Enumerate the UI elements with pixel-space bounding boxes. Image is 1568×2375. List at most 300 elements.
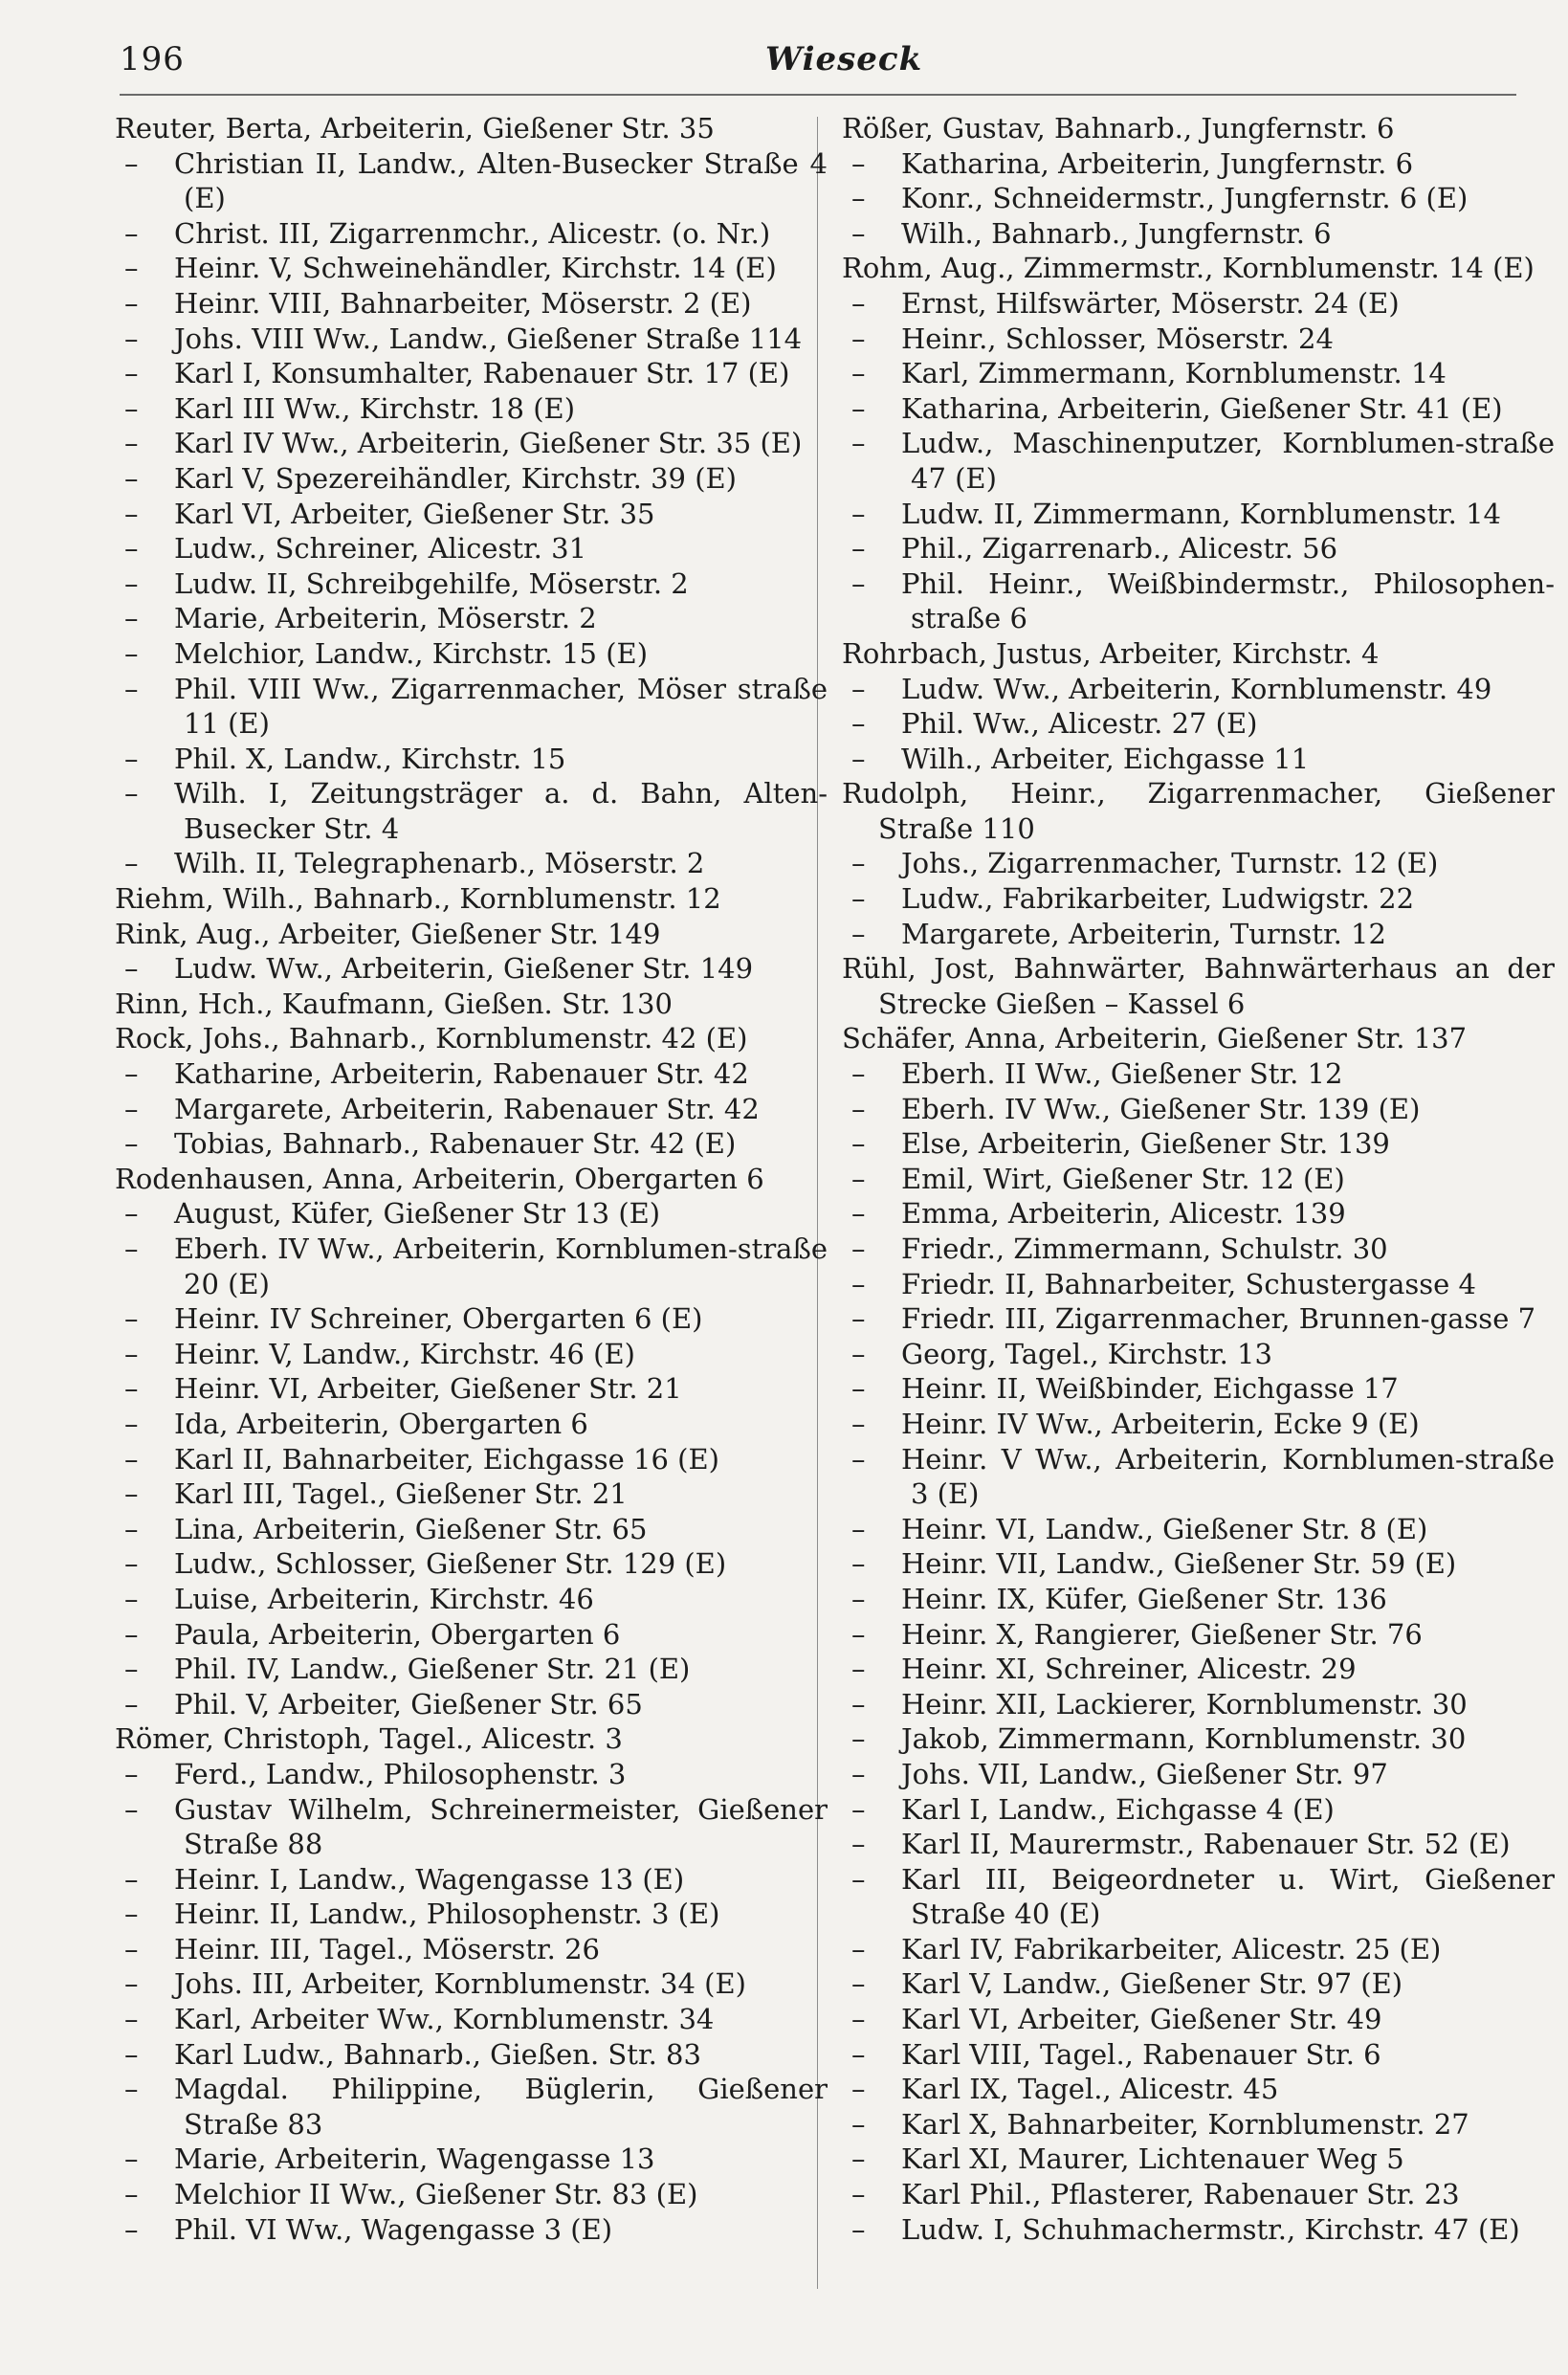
entry-text: Karl II, Bahnarbeiter, Eichgasse 16 (E): [174, 1442, 719, 1476]
entry-text: Margarete, Arbeiterin, Turnstr. 12: [901, 917, 1386, 950]
entry-text: Katharina, Arbeiterin, Jungfernstr. 6: [901, 146, 1414, 180]
entry-text: Margarete, Arbeiterin, Rabenauer Str. 42: [174, 1092, 760, 1125]
directory-entry: [115, 917, 828, 952]
entry-text: Wilh., Bahnarb., Jungfernstr. 6: [901, 216, 1332, 250]
repeat-dash: –: [851, 1337, 866, 1370]
repeat-dash: –: [124, 1653, 139, 1686]
directory-subentry: [115, 1407, 828, 1442]
directory-subentry: [842, 672, 1555, 707]
repeat-dash: –: [124, 427, 139, 460]
entry-text: Heinr. III, Tagel., Möserstr. 26: [174, 1932, 600, 1965]
directory-subentry: [115, 1232, 828, 1301]
directory-subentry: [115, 531, 828, 566]
directory-subentry: [842, 846, 1555, 881]
entry-text: Karl, Zimmermann, Kornblumenstr. 14: [901, 357, 1447, 390]
entry-text: Ludw., Schlosser, Gießener Str. 129 (E): [174, 1547, 727, 1581]
repeat-dash: –: [124, 2003, 139, 2036]
directory-subentry: [842, 566, 1555, 636]
directory-entry: [115, 1162, 828, 1197]
entry-text: Heinr. VII, Landw., Gießener Str. 59 (E): [901, 1547, 1457, 1581]
directory-subentry: [115, 2072, 828, 2142]
directory-subentry: [115, 1476, 828, 1512]
entry-text: Karl I, Konsumhalter, Rabenauer Str. 17 (E): [174, 357, 790, 390]
directory-subentry: [115, 1792, 828, 1862]
entry-text: Heinr. II, Weißbinder, Eichgasse 17: [901, 1372, 1399, 1406]
entry-text: Karl Ludw., Bahnarb., Gießen. Str. 83: [174, 2037, 701, 2071]
entry-text: Christian II, Landw., Alten-Busecker Straße 4 (E): [174, 146, 828, 215]
repeat-dash: –: [124, 532, 139, 566]
repeat-dash: –: [124, 1197, 139, 1231]
repeat-dash: –: [851, 182, 866, 215]
directory-subentry: [842, 216, 1555, 252]
repeat-dash: –: [851, 1442, 866, 1476]
entry-text: Johs., Zigarrenmacher, Turnstr. 12 (E): [901, 847, 1439, 880]
entry-text: Emil, Wirt, Gießener Str. 12 (E): [901, 1162, 1345, 1195]
directory-subentry: [842, 1126, 1555, 1162]
entry-text: Karl II, Maurermstr., Rabenauer Str. 52 (E): [901, 1828, 1511, 1861]
repeat-dash: –: [124, 1372, 139, 1406]
directory-subentry: [842, 2072, 1555, 2107]
entry-text: Ludw., Maschinenputzer, Kornblumen-straße 47 (E): [901, 427, 1555, 495]
repeat-dash: –: [851, 1757, 866, 1790]
repeat-dash: –: [851, 1512, 866, 1545]
repeat-dash: –: [124, 1967, 139, 2001]
repeat-dash: –: [124, 1407, 139, 1440]
entry-text: Phil. Ww., Alicestr. 27 (E): [901, 707, 1258, 741]
repeat-dash: –: [851, 1653, 866, 1686]
entry-text: Paula, Arbeiterin, Obergarten 6: [174, 1617, 621, 1651]
entry-text: Marie, Arbeiterin, Wagengasse 13: [174, 2142, 655, 2176]
repeat-dash: –: [124, 2037, 139, 2071]
repeat-dash: –: [851, 2178, 866, 2211]
directory-subentry: [842, 1617, 1555, 1653]
directory-subentry: [842, 1337, 1555, 1372]
entry-text: Phil. Heinr., Weißbindermstr., Philosophen-straße 6: [901, 566, 1555, 635]
repeat-dash: –: [124, 777, 139, 810]
entry-text: Karl, Arbeiter Ww., Kornblumenstr. 34: [174, 2003, 715, 2036]
entry-text: Rinn, Hch., Kaufmann, Gießen. Str. 130: [115, 987, 673, 1020]
directory-subentry: [842, 1792, 1555, 1828]
entry-text: August, Küfer, Gießener Str 13 (E): [174, 1197, 661, 1231]
entry-text: Katharine, Arbeiterin, Rabenauer Str. 42: [174, 1057, 749, 1091]
repeat-dash: –: [851, 566, 866, 600]
entry-text: Heinr. V Ww., Arbeiterin, Kornblumen-straße 3 (E): [901, 1442, 1555, 1511]
entry-text: Karl V, Spezereihändler, Kirchstr. 39 (E): [174, 461, 738, 495]
directory-subentry: [842, 391, 1555, 427]
entry-text: Karl X, Bahnarbeiter, Kornblumenstr. 27: [901, 2107, 1469, 2141]
repeat-dash: –: [124, 847, 139, 880]
directory-entry: [842, 636, 1555, 672]
entry-text: Phil. IV, Landw., Gießener Str. 21 (E): [174, 1653, 691, 1686]
repeat-dash: –: [851, 391, 866, 425]
repeat-dash: –: [851, 882, 866, 916]
entry-text: Eberh. IV Ww., Arbeiterin, Kornblumen-straße 20 (E): [174, 1232, 828, 1300]
directory-subentry: [842, 1442, 1555, 1512]
repeat-dash: –: [124, 322, 139, 355]
repeat-dash: –: [124, 391, 139, 425]
entry-text: Phil. X, Landw., Kirchstr. 15: [174, 742, 566, 775]
repeat-dash: –: [124, 1617, 139, 1651]
repeat-dash: –: [851, 2212, 866, 2246]
directory-subentry: [842, 356, 1555, 391]
repeat-dash: –: [851, 2142, 866, 2176]
directory-subentry: [115, 322, 828, 357]
directory-subentry: [842, 706, 1555, 742]
repeat-dash: –: [124, 1337, 139, 1370]
directory-subentry: [842, 1757, 1555, 1792]
directory-subentry: [842, 1827, 1555, 1862]
repeat-dash: –: [851, 707, 866, 741]
directory-subentry: [115, 566, 828, 602]
repeat-dash: –: [851, 532, 866, 566]
page-number: 196: [120, 40, 185, 78]
entry-text: Phil., Zigarrenarb., Alicestr. 56: [901, 532, 1338, 566]
repeat-dash: –: [124, 1862, 139, 1896]
directory-subentry: [115, 742, 828, 777]
directory-subentry: [115, 1582, 828, 1617]
repeat-dash: –: [851, 1372, 866, 1406]
directory-entry: [842, 776, 1555, 846]
entry-text: Heinr. II, Landw., Philosophenstr. 3 (E): [174, 1898, 720, 1931]
entry-text: Ludw., Schreiner, Alicestr. 31: [174, 532, 587, 566]
directory-entry: [115, 1021, 828, 1056]
repeat-dash: –: [124, 672, 139, 705]
directory-subentry: [842, 2212, 1555, 2248]
repeat-dash: –: [124, 1127, 139, 1161]
repeat-dash: –: [851, 357, 866, 390]
directory-subentry: [842, 2002, 1555, 2037]
directory-subentry: [115, 672, 828, 742]
directory-subentry: [115, 846, 828, 881]
directory-subentry: [115, 1196, 828, 1232]
directory-subentry: [115, 951, 828, 987]
repeat-dash: –: [851, 216, 866, 250]
directory-subentry: [842, 1056, 1555, 1092]
directory-subentry: [115, 2177, 828, 2212]
entry-text: Ludw. Ww., Arbeiterin, Kornblumenstr. 49: [901, 672, 1492, 705]
entry-text: Ludw. II, Schreibgehilfe, Möserstr. 2: [174, 566, 689, 600]
directory-subentry: [115, 1862, 828, 1898]
directory-subentry: [115, 776, 828, 846]
directory-subentry: [842, 146, 1555, 182]
entry-text: Heinr. X, Rangierer, Gießener Str. 76: [901, 1617, 1423, 1651]
entry-text: Phil. V, Arbeiter, Gießener Str. 65: [174, 1687, 643, 1720]
repeat-dash: –: [851, 1582, 866, 1615]
left-column: [115, 111, 828, 2247]
repeat-dash: –: [851, 1547, 866, 1581]
repeat-dash: –: [124, 497, 139, 530]
entry-text: Schäfer, Anna, Arbeiterin, Gießener Str. 137: [842, 1022, 1468, 1055]
repeat-dash: –: [124, 636, 139, 670]
entry-text: Rock, Johs., Bahnarb., Kornblumenstr. 42 (E): [115, 1022, 748, 1055]
entry-text: Ludw. II, Zimmermann, Kornblumenstr. 14: [901, 497, 1501, 530]
entry-text: Ernst, Hilfswärter, Möserstr. 24 (E): [901, 286, 1400, 320]
right-column: [842, 111, 1555, 2247]
directory-subentry: [115, 2037, 828, 2073]
repeat-dash: –: [851, 1932, 866, 1965]
repeat-dash: –: [124, 216, 139, 250]
directory-entry: [115, 111, 828, 146]
directory-subentry: [115, 1652, 828, 1687]
entry-text: Karl Phil., Pflasterer, Rabenauer Str. 23: [901, 2178, 1460, 2211]
directory-subentry: [842, 1232, 1555, 1267]
repeat-dash: –: [124, 1932, 139, 1965]
directory-subentry: [842, 742, 1555, 777]
directory-subentry: [115, 636, 828, 672]
repeat-dash: –: [851, 847, 866, 880]
entry-text: Luise, Arbeiterin, Kirchstr. 46: [174, 1582, 594, 1615]
entry-text: Heinr. VIII, Bahnarbeiter, Möserstr. 2 (E): [174, 286, 752, 320]
repeat-dash: –: [851, 1232, 866, 1265]
entry-text: Friedr., Zimmermann, Schulstr. 30: [901, 1232, 1388, 1265]
directory-subentry: [842, 1582, 1555, 1617]
repeat-dash: –: [851, 2003, 866, 2036]
repeat-dash: –: [124, 1792, 139, 1826]
entry-text: Lina, Arbeiterin, Gießener Str. 65: [174, 1512, 648, 1545]
repeat-dash: –: [851, 322, 866, 355]
entry-text: Rühl, Jost, Bahnwärter, Bahnwärterhaus an der Strecke Gießen – Kassel 6: [842, 952, 1555, 1020]
repeat-dash: –: [124, 1757, 139, 1790]
directory-subentry: [115, 2002, 828, 2037]
entry-text: Rink, Aug., Arbeiter, Gießener Str. 149: [115, 917, 661, 950]
directory-subentry: [115, 601, 828, 636]
directory-subentry: [842, 531, 1555, 566]
entry-text: Heinr. VI, Arbeiter, Gießener Str. 21: [174, 1372, 682, 1406]
entry-text: Heinr. IV Ww., Arbeiterin, Ecke 9 (E): [901, 1407, 1420, 1440]
entry-text: Wilh., Arbeiter, Eichgasse 11: [901, 742, 1310, 775]
directory-subentry: [115, 1442, 828, 1477]
entry-text: Heinr. IX, Küfer, Gießener Str. 136: [901, 1582, 1387, 1615]
directory-subentry: [842, 917, 1555, 952]
entry-text: Karl IV Ww., Arbeiterin, Gießener Str. 35 (E): [174, 427, 803, 460]
entry-text: Johs. III, Arbeiter, Kornblumenstr. 34 (E): [174, 1967, 746, 2001]
repeat-dash: –: [851, 1057, 866, 1091]
directory-subentry: [115, 1092, 828, 1127]
repeat-dash: –: [124, 602, 139, 635]
entry-text: Wilh. I, Zeitungsträger a. d. Bahn, Alten-Busecker Str. 4: [174, 777, 828, 845]
entry-text: Phil. VIII Ww., Zigarrenmacher, Möser straße 11 (E): [174, 672, 828, 741]
directory-subentry: [842, 1371, 1555, 1407]
entry-text: Riehm, Wilh., Bahnarb., Kornblumenstr. 12: [115, 882, 721, 916]
entry-text: Karl I, Landw., Eichgasse 4 (E): [901, 1792, 1335, 1826]
directory-subentry: [842, 1512, 1555, 1547]
directory-subentry: [115, 1512, 828, 1547]
entry-text: Eberh. II Ww., Gießener Str. 12: [901, 1057, 1343, 1091]
entry-text: Karl VI, Arbeiter, Gießener Str. 35: [174, 497, 655, 530]
header-rule: [120, 94, 1516, 96]
directory-subentry: [115, 1371, 828, 1407]
directory-subentry: [842, 1721, 1555, 1757]
repeat-dash: –: [851, 2107, 866, 2141]
directory-subentry: [842, 1862, 1555, 1932]
entry-text: Karl IV, Fabrikarbeiter, Alicestr. 25 (E): [901, 1932, 1442, 1965]
repeat-dash: –: [851, 1792, 866, 1826]
directory-subentry: [842, 286, 1555, 322]
directory-subentry: [115, 2142, 828, 2177]
repeat-dash: –: [851, 1617, 866, 1651]
entry-text: Karl III Ww., Kirchstr. 18 (E): [174, 391, 576, 425]
repeat-dash: –: [124, 357, 139, 390]
repeat-dash: –: [124, 566, 139, 600]
directory-subentry: [115, 1757, 828, 1792]
directory-subentry: [115, 1966, 828, 2002]
directory-subentry: [842, 1687, 1555, 1722]
repeat-dash: –: [851, 2073, 866, 2106]
repeat-dash: –: [124, 1898, 139, 1931]
directory-subentry: [115, 497, 828, 532]
directory-subentry: [115, 391, 828, 427]
entry-text: Jakob, Zimmermann, Kornblumenstr. 30: [901, 1722, 1467, 1756]
repeat-dash: –: [851, 1722, 866, 1756]
repeat-dash: –: [851, 1828, 866, 1861]
repeat-dash: –: [851, 1407, 866, 1440]
directory-subentry: [115, 1056, 828, 1092]
directory-entry: [842, 951, 1555, 1021]
repeat-dash: –: [851, 2037, 866, 2071]
repeat-dash: –: [851, 1197, 866, 1231]
entry-text: Heinr., Schlosser, Möserstr. 24: [901, 322, 1334, 355]
repeat-dash: –: [124, 952, 139, 986]
entry-text: Heinr. V, Landw., Kirchstr. 46 (E): [174, 1337, 635, 1370]
directory-subentry: [115, 1897, 828, 1932]
entry-text: Marie, Arbeiterin, Möserstr. 2: [174, 602, 597, 635]
entry-text: Rößer, Gustav, Bahnarb., Jungfernstr. 6: [842, 112, 1395, 144]
repeat-dash: –: [124, 1092, 139, 1125]
repeat-dash: –: [851, 1302, 866, 1336]
directory-entry: [115, 1721, 828, 1757]
repeat-dash: –: [124, 1547, 139, 1581]
directory-subentry: [842, 426, 1555, 496]
repeat-dash: –: [124, 286, 139, 320]
directory-subentry: [842, 2107, 1555, 2142]
directory-subentry: [842, 1652, 1555, 1687]
entry-text: Ida, Arbeiterin, Obergarten 6: [174, 1407, 588, 1440]
repeat-dash: –: [851, 1862, 866, 1896]
repeat-dash: –: [851, 672, 866, 705]
repeat-dash: –: [124, 742, 139, 775]
directory-subentry: [842, 2037, 1555, 2073]
entry-text: Rohm, Aug., Zimmermstr., Kornblumenstr. 14 (E): [842, 252, 1535, 285]
directory-subentry: [842, 497, 1555, 532]
entry-text: Ferd., Landw., Philosophenstr. 3: [174, 1757, 627, 1790]
directory-subentry: [842, 2142, 1555, 2177]
running-title: Wieseck: [765, 40, 923, 78]
repeat-dash: –: [124, 146, 139, 180]
repeat-dash: –: [124, 461, 139, 495]
repeat-dash: –: [851, 1092, 866, 1125]
directory-entry: [842, 251, 1555, 286]
entry-text: Rudolph, Heinr., Zigarrenmacher, Gießener Straße 110: [842, 777, 1555, 845]
directory-subentry: [842, 2177, 1555, 2212]
repeat-dash: –: [851, 1967, 866, 2001]
directory-subentry: [115, 216, 828, 252]
entry-text: Karl VI, Arbeiter, Gießener Str. 49: [901, 2003, 1382, 2036]
directory-subentry: [842, 1092, 1555, 1127]
directory-entry: [842, 111, 1555, 146]
entry-text: Phil. VI Ww., Wagengasse 3 (E): [174, 2212, 613, 2246]
repeat-dash: –: [124, 2212, 139, 2246]
repeat-dash: –: [851, 427, 866, 460]
directory-subentry: [115, 1337, 828, 1372]
directory-subentry: [842, 1407, 1555, 1442]
repeat-dash: –: [851, 1127, 866, 1161]
repeat-dash: –: [124, 1477, 139, 1511]
entry-text: Römer, Christoph, Tagel., Alicestr. 3: [115, 1722, 623, 1756]
entry-text: Katharina, Arbeiterin, Gießener Str. 41 (E): [901, 391, 1503, 425]
entry-text: Heinr. XII, Lackierer, Kornblumenstr. 30: [901, 1687, 1468, 1720]
entry-text: Heinr. XI, Schreiner, Alicestr. 29: [901, 1653, 1357, 1686]
repeat-dash: –: [124, 1687, 139, 1720]
directory-subentry: [842, 1267, 1555, 1302]
entry-text: Melchior II Ww., Gießener Str. 83 (E): [174, 2178, 698, 2211]
repeat-dash: –: [851, 917, 866, 950]
directory-subentry: [115, 1301, 828, 1337]
entry-text: Else, Arbeiterin, Gießener Str. 139: [901, 1127, 1390, 1161]
directory-subentry: [115, 146, 828, 216]
repeat-dash: –: [124, 252, 139, 285]
entry-text: Karl IX, Tagel., Alicestr. 45: [901, 2073, 1279, 2106]
entry-text: Ludw., Fabrikarbeiter, Ludwigstr. 22: [901, 882, 1415, 916]
entry-text: Reuter, Berta, Arbeiterin, Gießener Str. 35: [115, 112, 715, 144]
entry-text: Heinr. I, Landw., Wagengasse 13 (E): [174, 1862, 685, 1896]
entry-text: Rohrbach, Justus, Arbeiter, Kirchstr. 4: [842, 636, 1380, 670]
directory-subentry: [842, 181, 1555, 216]
entry-text: Konr., Schneidermstr., Jungfernstr. 6 (E): [901, 182, 1469, 215]
repeat-dash: –: [124, 1582, 139, 1615]
entry-text: Karl III, Tagel., Gießener Str. 21: [174, 1477, 628, 1511]
directory-subentry: [842, 1162, 1555, 1197]
directory-subentry: [842, 1932, 1555, 1967]
entry-text: Karl VIII, Tagel., Rabenauer Str. 6: [901, 2037, 1381, 2071]
entry-text: Eberh. IV Ww., Gießener Str. 139 (E): [901, 1092, 1421, 1125]
entry-text: Wilh. II, Telegraphenarb., Möserstr. 2: [174, 847, 705, 880]
directory-entry: [842, 1021, 1555, 1056]
directory-entry: [115, 881, 828, 917]
repeat-dash: –: [124, 1057, 139, 1091]
directory-subentry: [115, 1126, 828, 1162]
entry-text: Karl III, Beigeordneter u. Wirt, Gießener Straße 40 (E): [901, 1862, 1555, 1931]
repeat-dash: –: [851, 1162, 866, 1195]
repeat-dash: –: [851, 1267, 866, 1300]
entry-text: Magdal. Philippine, Büglerin, Gießener Straße 83: [174, 2073, 828, 2141]
directory-subentry: [115, 1932, 828, 1967]
repeat-dash: –: [124, 2178, 139, 2211]
entry-text: Heinr. IV Schreiner, Obergarten 6 (E): [174, 1302, 703, 1336]
repeat-dash: –: [124, 2142, 139, 2176]
entry-text: Rodenhausen, Anna, Arbeiterin, Obergarten 6: [115, 1162, 764, 1195]
directory-subentry: [115, 1546, 828, 1582]
entry-text: Johs. VIII Ww., Landw., Gießener Straße 114: [174, 322, 803, 355]
directory-subentry: [115, 1687, 828, 1722]
entry-text: Christ. III, Zigarrenmchr., Alicestr. (o. Nr.): [174, 216, 771, 250]
directory-subentry: [115, 461, 828, 497]
directory-subentry: [115, 2212, 828, 2248]
entry-text: Heinr. VI, Landw., Gießener Str. 8 (E): [901, 1512, 1428, 1545]
entry-text: Ludw. Ww., Arbeiterin, Gießener Str. 149: [174, 952, 754, 986]
repeat-dash: –: [124, 1232, 139, 1265]
entry-text: Melchior, Landw., Kirchstr. 15 (E): [174, 636, 649, 670]
entry-text: Georg, Tagel., Kirchstr. 13: [901, 1337, 1272, 1370]
repeat-dash: –: [851, 146, 866, 180]
entry-text: Friedr. III, Zigarrenmacher, Brunnen-gasse 7: [901, 1302, 1536, 1336]
repeat-dash: –: [124, 1442, 139, 1476]
repeat-dash: –: [124, 2073, 139, 2106]
entry-text: Karl V, Landw., Gießener Str. 97 (E): [901, 1967, 1403, 2001]
directory-subentry: [115, 426, 828, 461]
repeat-dash: –: [851, 497, 866, 530]
directory-subentry: [842, 1301, 1555, 1337]
entry-text: Tobias, Bahnarb., Rabenauer Str. 42 (E): [174, 1127, 737, 1161]
